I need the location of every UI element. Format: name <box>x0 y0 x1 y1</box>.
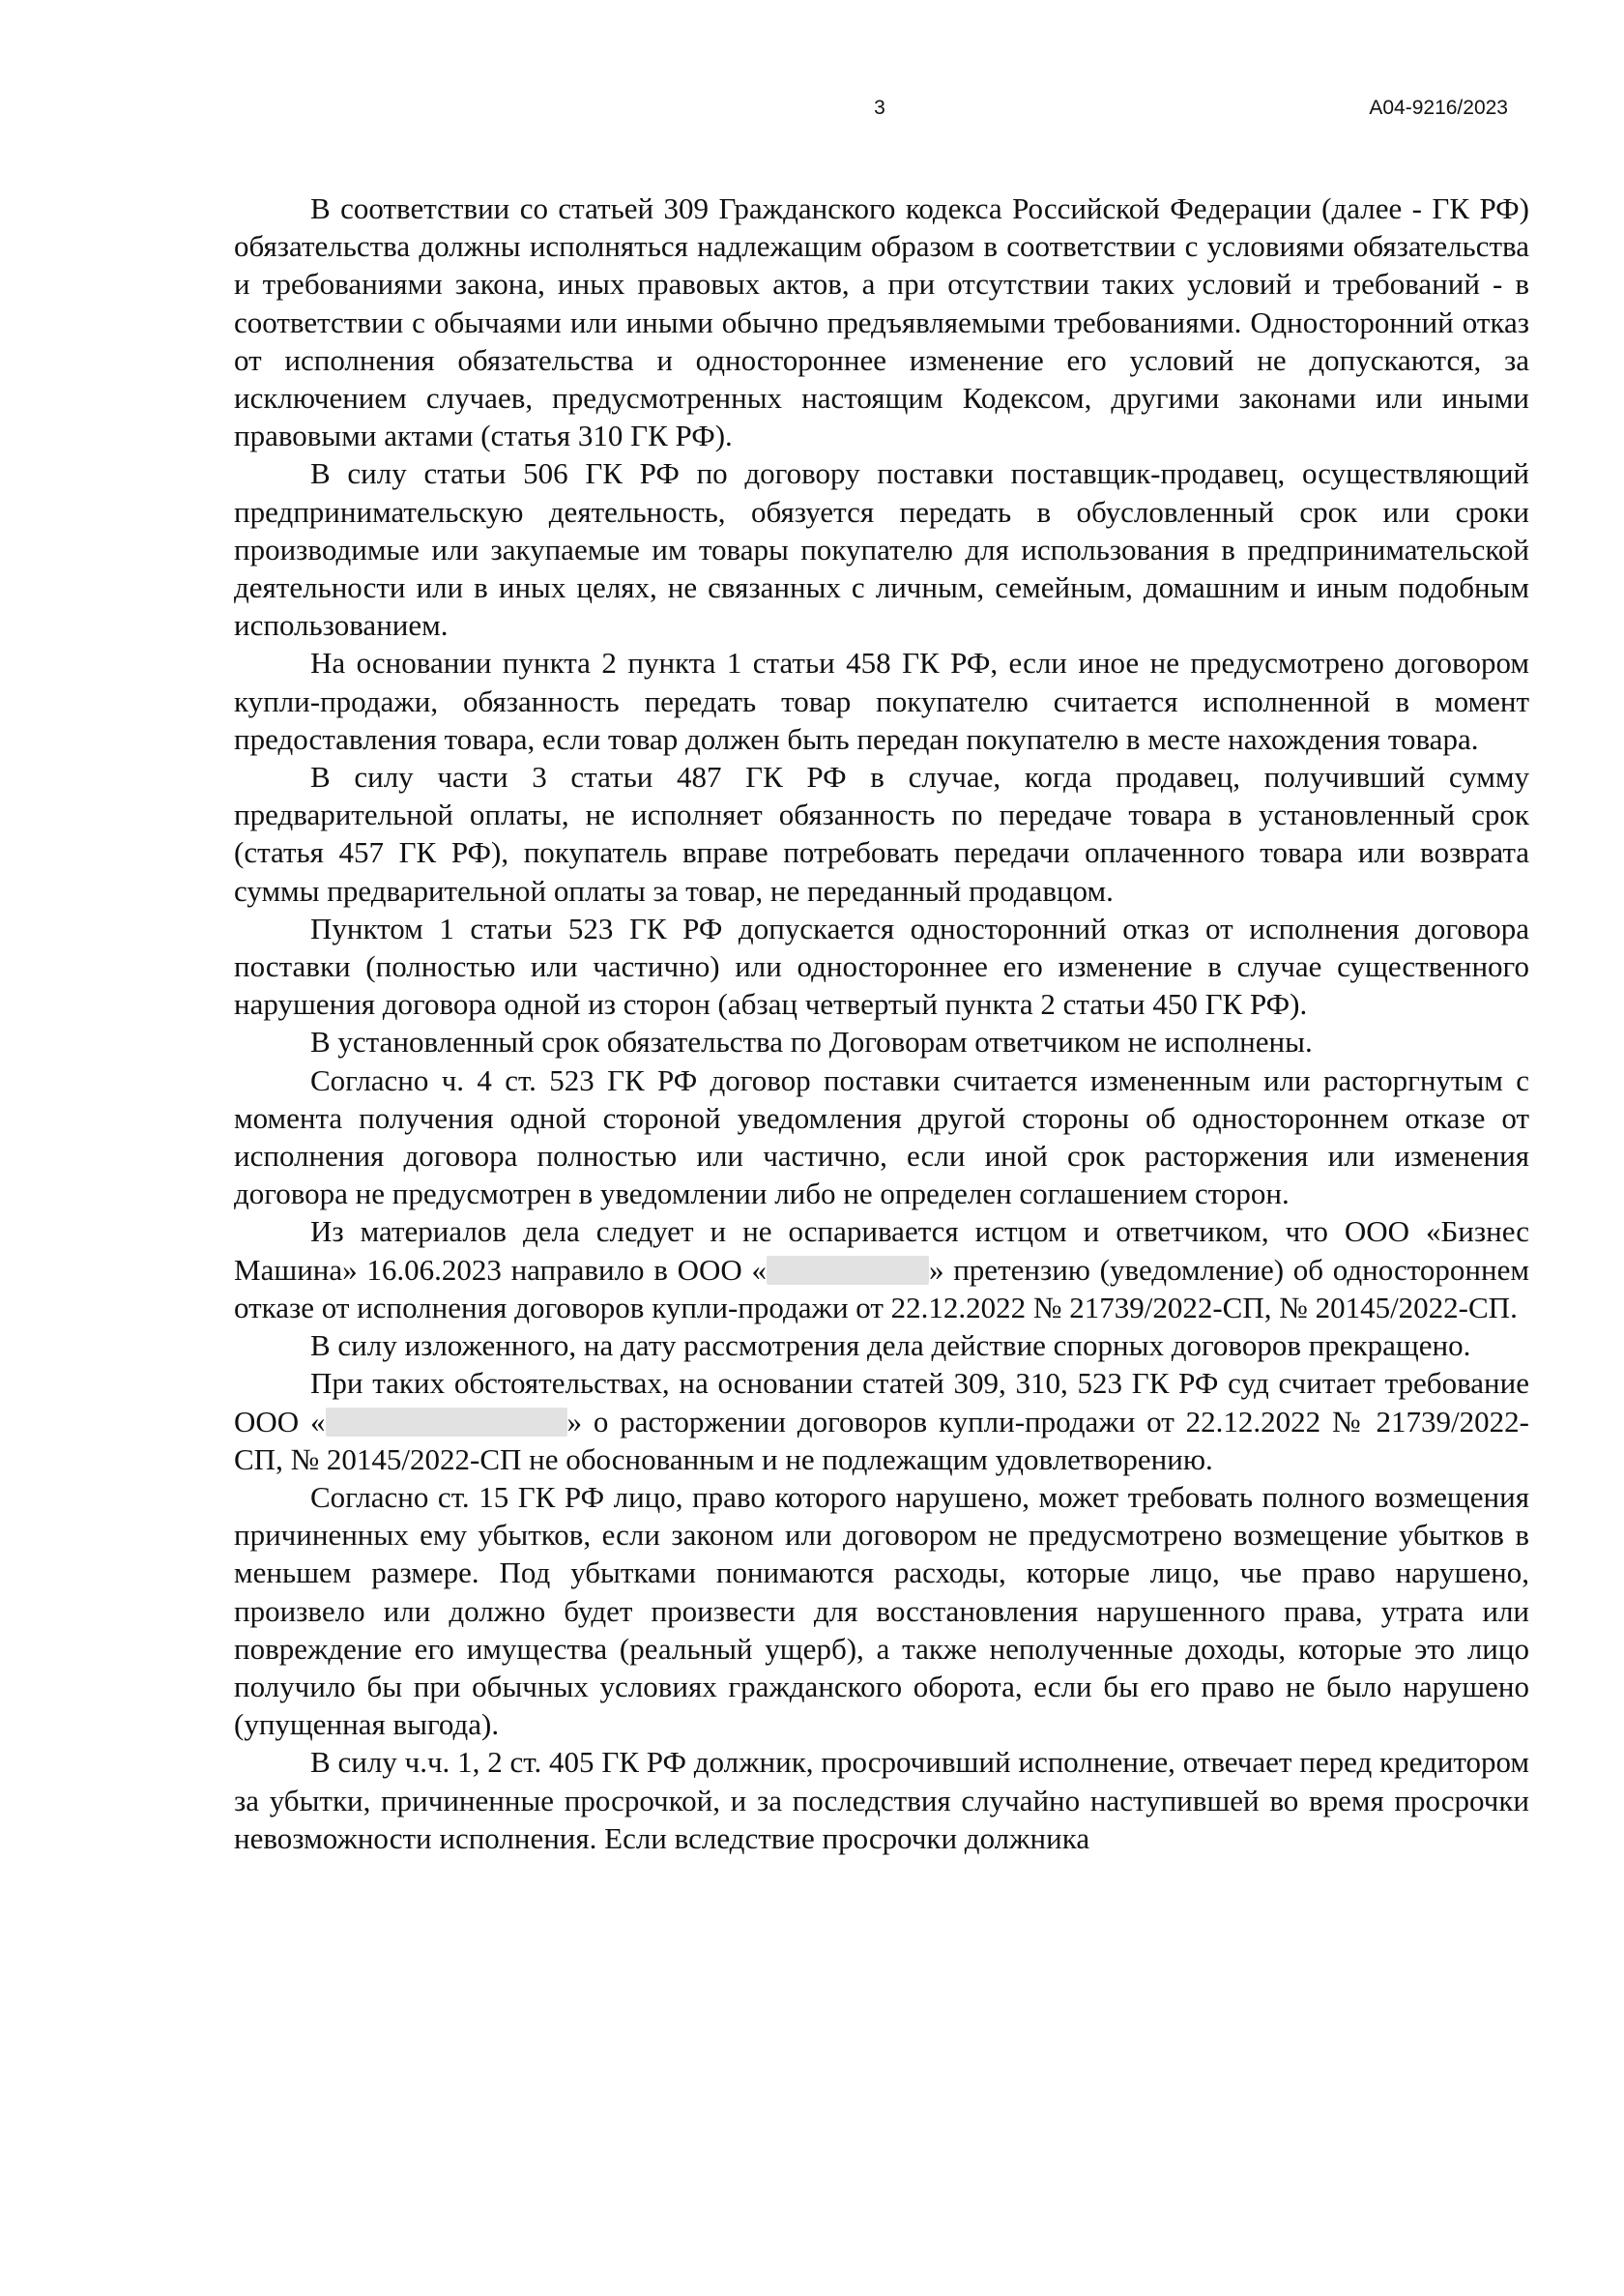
materials-text-after: » претензию (уведомление) об одностороннем отказе от исполнения договоров купли-продажи от 22.12.2022 № 21739/2022-СП, № 20145/2022-СП. <box>234 1252 1529 1324</box>
redacted-plaintiff-name <box>326 1408 567 1437</box>
court-text-after: » о расторжении договоров купли-продажи от 22.12.2022 № 21739/2022-СП, № 20145/2022-СП не обоснованным и не подлежащим удовлетворению. <box>234 1404 1529 1476</box>
paragraph-court-conclusion <box>234 1364 1529 1478</box>
paragraph-art-405: В силу ч.ч. 1, 2 ст. 405 ГК РФ должник, просрочивший исполнение, отвечает перед кредитором за убытки, причиненные просрочкой, и за последствия случайно наступившей во время просрочки невозможности исполнения. Если вследствие просрочки должника <box>234 1745 1529 1855</box>
paragraph-case-materials <box>234 1212 1529 1326</box>
paragraph-art-523-p4: Согласно ч. 4 ст. 523 ГК РФ договор поставки считается измененным или расторгнутым с момента получения одной стороной уведомления другой стороны об одностороннем отказе от исполнения договора полностью или частично, если иной срок расторжения или изменения договора не предусмотрен в уведомлении либо не определен соглашением сторон. <box>234 1062 1529 1211</box>
materials-text-before: Из материалов дела следует и не оспаривается истцом и ответчиком, что ООО «Бизнес Машина» 16.06.2023 направило в ООО « <box>234 1214 1529 1287</box>
paragraph-art-458: На основании пункта 2 пункта 1 статьи 458 ГК РФ, если иное не предусмотрено договором купли-продажи, обязанность передать товар покупателю считается исполненной в момент предоставления товара, если товар должен быть передан покупателю в месте нахождения товара. <box>234 646 1529 756</box>
paragraph-art-523-p1: Пунктом 1 статьи 523 ГК РФ допускается односторонний отказ от исполнения договора поставки (полностью или частично) или одностороннее его изменение в случае существенного нарушения договора одной из сторон (абзац четвертый пункта 2 статьи 450 ГК РФ). <box>234 911 1529 1022</box>
document-body <box>234 189 1529 1857</box>
paragraph-art-487: В силу части 3 статьи 487 ГК РФ в случае, когда продавец, получивший сумму предварительной оплаты, не исполняет обязанность по передаче товара в установленный срок (статья 457 ГК РФ), покупатель вправе потребовать передачи оплаченного товара или возврата суммы предварительной оплаты за товар, не переданный продавцом. <box>234 760 1529 908</box>
court-text-before: При таких обстоятельствах, на основании статей 309, 310, 523 ГК РФ суд считает требование ООО « <box>234 1366 1529 1439</box>
redacted-company-name <box>767 1256 929 1285</box>
paragraph-art-506: В силу статьи 506 ГК РФ по договору поставки поставщик-продавец, осуществляющий предпринимательскую деятельность, обязуется передать в обусловленный срок или сроки производимые или закупаемые им товары покупателю для использования в предпринимательской деятельности или в иных целях, не связанных с личным, семейным, домашним и иным подобным использованием. <box>234 456 1529 643</box>
case-number: А04-9216/2023 <box>1369 97 1508 119</box>
page-number: 3 <box>874 97 885 119</box>
paragraph-art-15: Согласно ст. 15 ГК РФ лицо, право которого нарушено, может требовать полного возмещения причиненных ему убытков, если законом или договором не предусмотрено возмещение убытков в меньшем размере. Под убытками понимаются расходы, которые лицо, чье право нарушено, произвело или должно будет произвести для восстановления нарушенного права, утрата или повреждение его имущества (реальный ущерб), а также неполученные доходы, которые это лицо получило бы при обычных условиях гражданского оборота, если бы его право не было нарушено (упущенная выгода). <box>234 1479 1529 1742</box>
paragraph-contracts-terminated: В силу изложенного, на дату рассмотрения дела действие спорных договоров прекращено. <box>310 1328 1471 1363</box>
paragraph-obligations-unfulfilled: В установленный срок обязательства по Договорам ответчиком не исполнены. <box>310 1025 1313 1060</box>
paragraph-art-309: В соответствии со статьей 309 Гражданского кодекса Российской Федерации (далее - ГК РФ) обязательства должны исполняться надлежащим образом в соответствии с условиями обязательства и требованиями закона, иных правовых актов, а при отсутствии таких условий и требований - в соответствии с обычаями или иными обычно предъявляемыми требованиями. Односторонний отказ от исполнения обязательства и одностороннее изменение его условий не допускаются, за исключением случаев, предусмотренных настоящим Кодексом, другими законами или иными правовыми актами (статья 310 ГК РФ). <box>234 191 1529 453</box>
